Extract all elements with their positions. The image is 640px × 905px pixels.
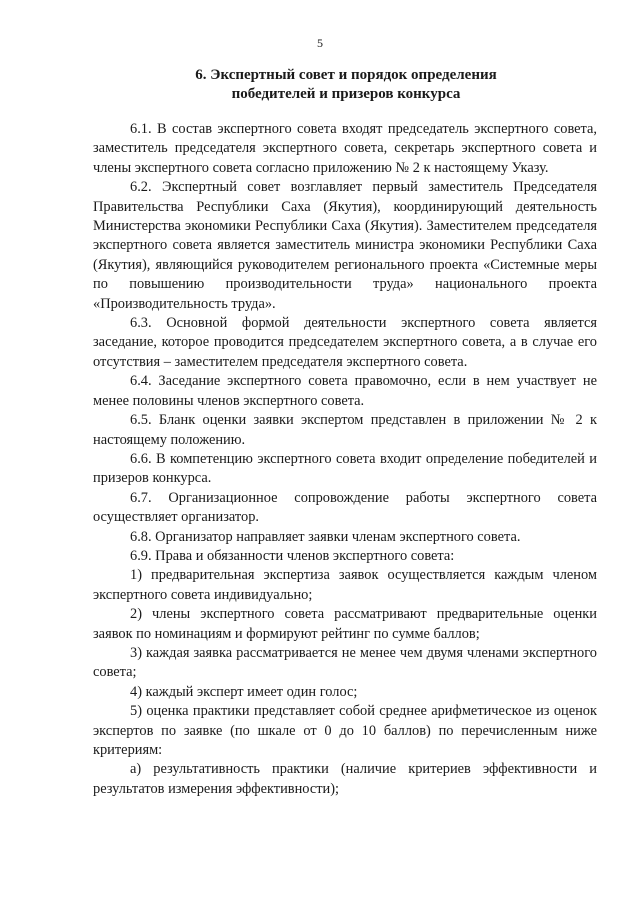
section-heading-line-2: победителей и призеров конкурса [231,86,461,102]
list-subitem-a: а) результативность практики (наличие критериев эффективности и результатов измерения эффективности); [93,761,597,797]
paragraph-6-4: 6.4. Заседание экспертного совета правомочно, если в нем участвует не менее половины членов экспертного совета. [93,373,597,409]
list-item-4: 4) каждый эксперт имеет один голос; [130,683,358,700]
list-item-5: 5) оценка практики представляет собой среднее арифметическое из оценок экспертов по заявке (по шкале от 0 до 10 баллов) по перечисленным ниже критериям: [93,703,597,758]
paragraph-6-3: 6.3. Основной формой деятельности экспертного совета является заседание, которое проводится председателем экспертного совета, а в случае его отсутствия – заместителем председателя экспертного совета. [93,315,597,370]
paragraph-6-7: 6.7. Организационное сопровождение работы экспертного совета осуществляет организатор. [93,489,597,526]
paragraph-6-2: 6.2. Экспертный совет возглавляет первый заместитель Председателя Правительства Республики Саха (Якутия), координирующий деятельность Министерства экономики Республики Саха (Якутия). Заместителем председателя экспертного совета является заместитель министра экономики Республики Саха (Якутия), являющийся руководителем регионального проекта «Системные меры по повышению производительности труда» национального проекта «Производительность труда». [93,179,597,312]
document-body [93,120,597,799]
paragraph-6-8: 6.8. Организатор направляет заявки членам экспертного совета. [130,528,521,545]
paragraph-6-5: 6.5. Бланк оценки заявки экспертом представлен в приложении № 2 к настоящему положению. [93,412,597,448]
section-heading-line-1: 6. Экспертный совет и порядок определения [195,67,497,83]
list-item-1: 1) предварительная экспертиза заявок осуществляется каждым членом экспертного совета индивидуально; [93,567,597,603]
page-number: 5 [317,36,323,50]
list-item-3: 3) каждая заявка рассматривается не менее чем двумя членами экспертного совета; [93,644,597,681]
section-heading [96,66,596,104]
paragraph-6-6: 6.6. В компетенцию экспертного совета входит определение победителей и призеров конкурса. [93,450,597,487]
paragraph-6-9: 6.9. Права и обязанности членов экспертного совета: [130,547,455,564]
paragraph-6-1: 6.1. В состав экспертного совета входят председатель экспертного совета, заместитель председателя экспертного совета, секретарь экспертного совета и члены экспертного совета согласно приложению № 2 к настоящему Указу. [93,121,597,176]
list-item-2: 2) члены экспертного совета рассматривают предварительные оценки заявок по номинациям и формируют рейтинг по сумме баллов; [93,606,597,642]
